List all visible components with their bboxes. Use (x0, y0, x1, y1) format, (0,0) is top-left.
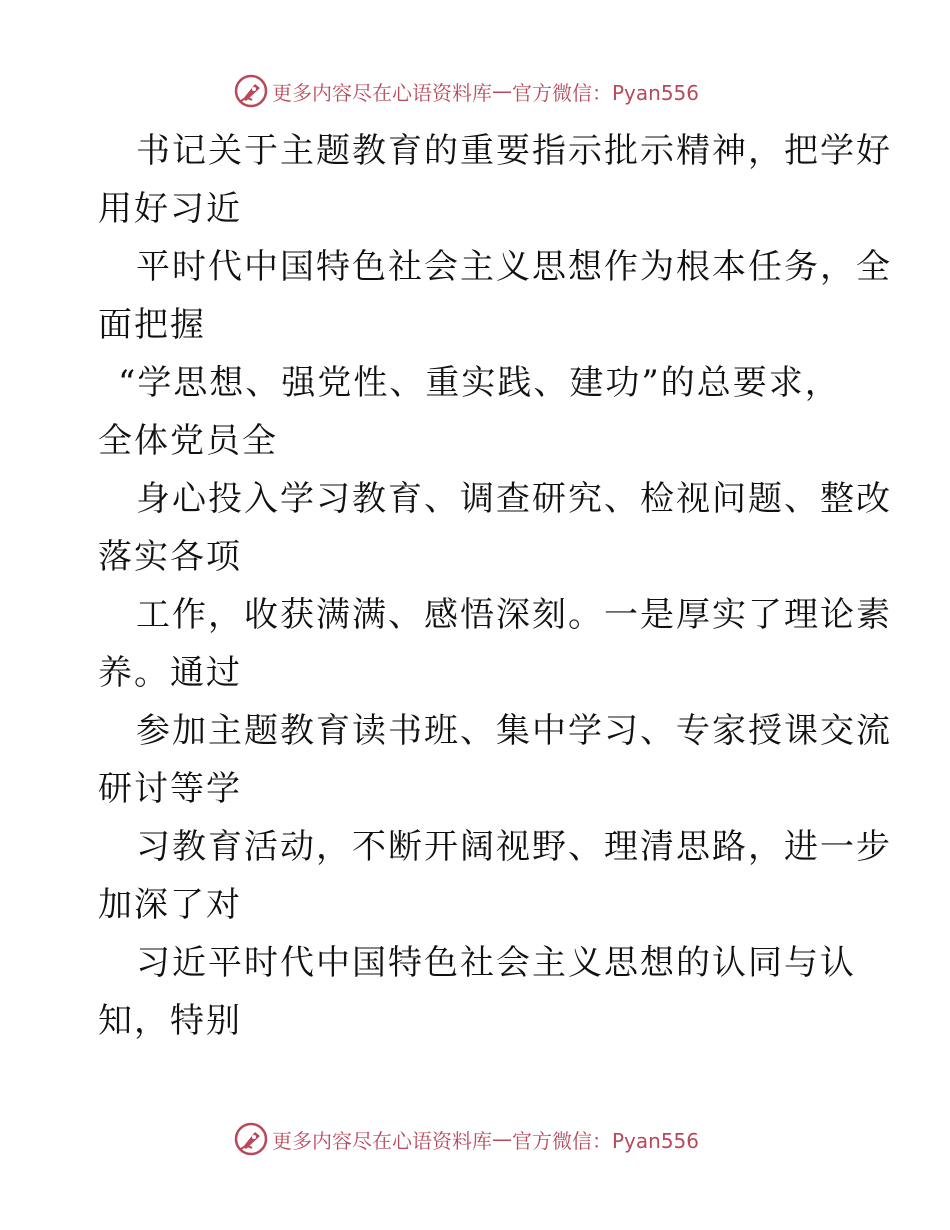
text-line: 工作，收获满满、感悟深刻。一是厚实了理论素 (136, 595, 892, 635)
text-line: 身心投入学习教育、调查研究、检视问题、整改 (136, 479, 892, 519)
footer-watermark-banner (234, 1122, 699, 1156)
banner-separator: — (492, 79, 512, 103)
pen-nib-logo-icon (234, 74, 268, 108)
text-line: “学思想、强党性、重实践、建功”的总要求， (118, 363, 841, 403)
text-line: 习近平时代中国特色社会主义思想的认同与认 (136, 943, 856, 983)
text-line: 平时代中国特色社会主义思想作为根本任务，全 (136, 247, 892, 287)
banner-wechat-text: 官方微信：Pyan556 (512, 80, 700, 105)
pen-nib-logo-icon (234, 1122, 268, 1156)
text-line: 落实各项 (98, 537, 242, 577)
banner-wechat-text: 官方微信：Pyan556 (512, 1128, 700, 1153)
text-line: 参加主题教育读书班、集中学习、专家授课交流 (136, 711, 892, 751)
text-line: 全体党员全 (98, 421, 278, 461)
text-line: 养。通过 (98, 653, 242, 693)
text-line: 面把握 (98, 305, 206, 345)
text-line: 书记关于主题教育的重要指示批示精神，把学好 (136, 131, 892, 171)
text-line: 研讨等学 (98, 769, 242, 809)
text-line: 习教育活动，不断开阔视野、理清思路，进一步 (136, 827, 892, 867)
banner-text-main: 更多内容尽在心语资料库 (272, 80, 492, 105)
text-line: 加深了对 (98, 885, 242, 925)
banner-separator: — (492, 1127, 512, 1151)
text-line: 用好习近 (98, 189, 242, 229)
banner-text-main: 更多内容尽在心语资料库 (272, 1128, 492, 1153)
text-line: 知，特别 (98, 1001, 242, 1041)
header-watermark-banner (234, 74, 699, 108)
document-body (98, 122, 892, 1050)
